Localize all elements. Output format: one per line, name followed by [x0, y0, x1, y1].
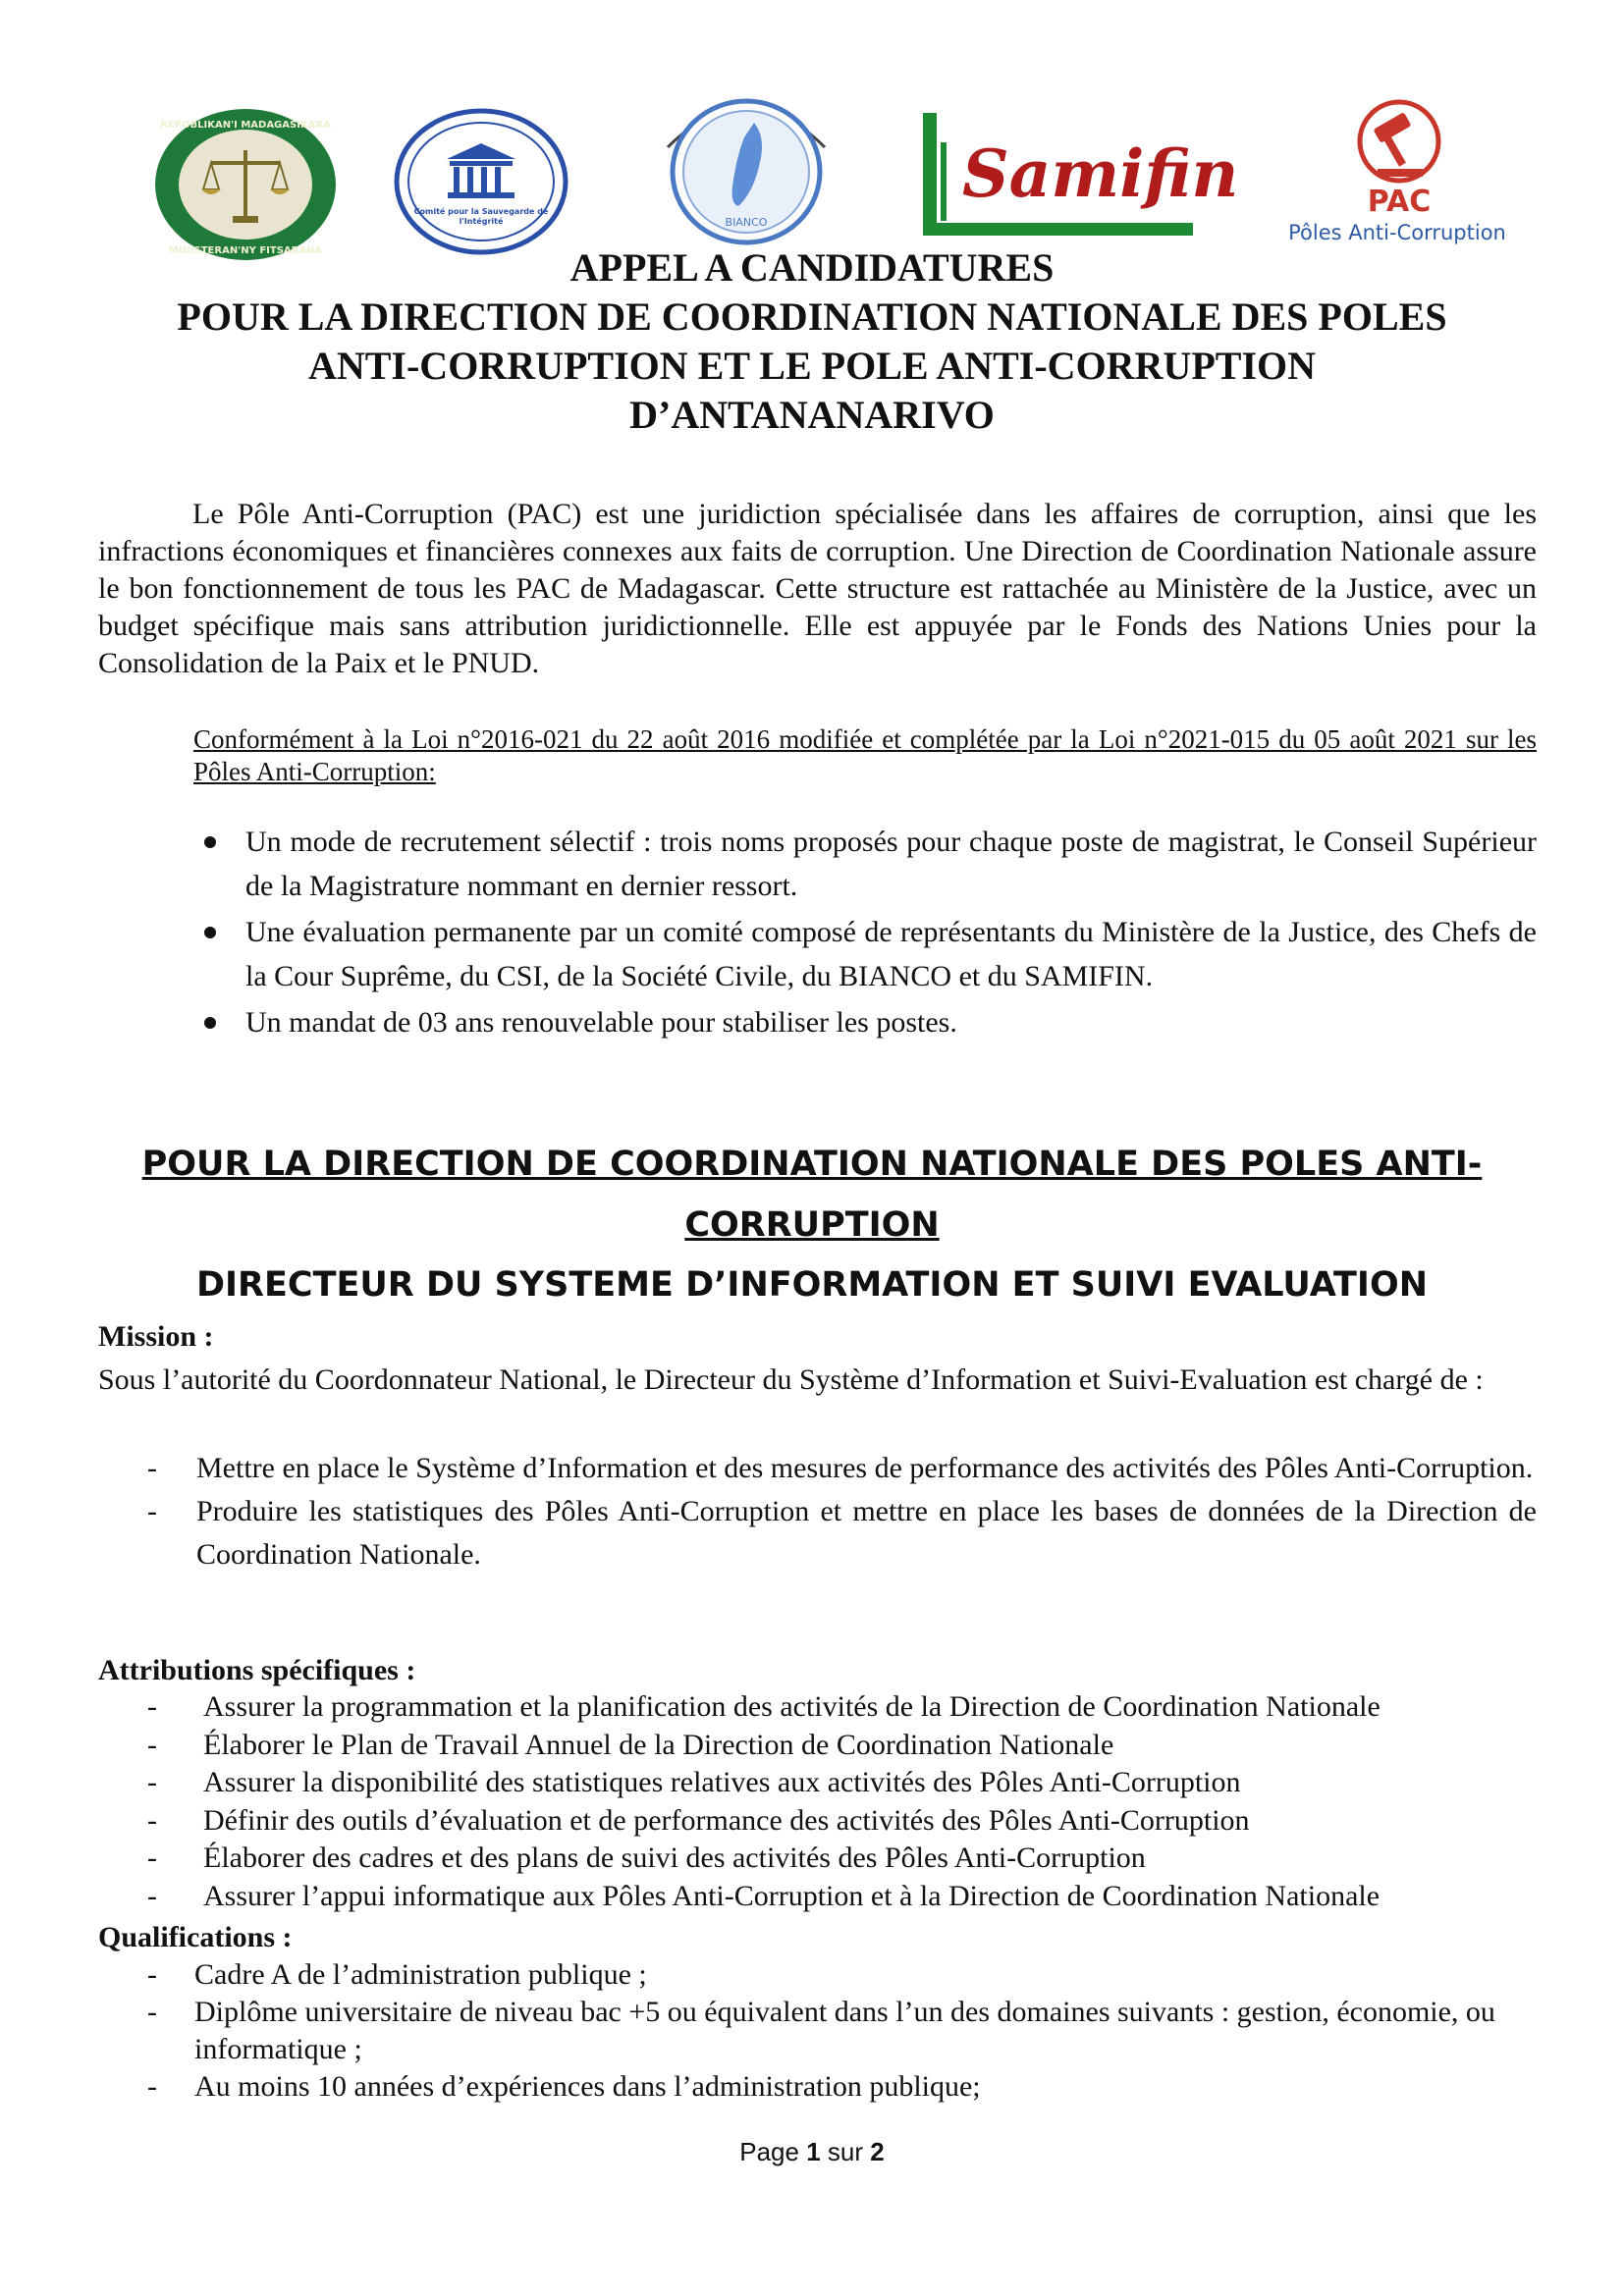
mission-heading: Mission :: [98, 1320, 214, 1353]
seal-ring-text: REPOBLIKAN'I MADAGASIKARA: [160, 120, 331, 131]
dash-icon: -: [147, 1879, 157, 1912]
svg-text:BIANCO: BIANCO: [725, 216, 768, 229]
title-line: APPEL A CANDIDATURES: [569, 245, 1055, 290]
mission-text: Sous l’autorité du Coordonnateur National, le Directeur du Système d’Information et Suivi-Evaluation est chargé de :: [98, 1363, 1484, 1396]
qualifications-list: [147, 1956, 1510, 2106]
dash-icon: -: [147, 1495, 157, 1527]
document-title: [59, 243, 1565, 440]
position-title: DIRECTEUR DU SYSTEME D’INFORMATION ET SUIVI EVALUATION: [195, 1265, 1429, 1305]
logo-bar: [0, 79, 1624, 256]
list-item: - Assurer la programmation et la planification des activités de la Direction de Coordination Nationale: [203, 1688, 1558, 1727]
dash-icon: -: [147, 1452, 157, 1484]
svg-text:PAC: PAC: [1367, 185, 1432, 219]
list-item: - Assurer la disponibilité des statistiques relatives aux activités des Pôles Anti-Corruption: [203, 1764, 1558, 1802]
list-item: Une évaluation permanente par un comité composé de représentants du Ministère de la Justice, des Chefs de la Cour Suprême, du CSI, de la Société Civile, du BIANCO et du SAMIFIN.: [245, 910, 1537, 998]
list-item: - Mettre en place le Système d’Information et des mesures de performance des activités des Pôles Anti-Corruption.: [196, 1447, 1537, 1490]
list-item: - Cadre A de l’administration publique ;: [194, 1956, 1510, 1994]
key-points-list: [245, 820, 1537, 1046]
dash-icon: -: [147, 1996, 157, 2028]
title-line: ANTI-CORRUPTION ET LE POLE ANTI-CORRUPTION: [307, 344, 1317, 388]
list-item: Un mandat de 03 ans renouvelable pour stabiliser les postes.: [245, 1000, 1537, 1044]
bullet-icon: [204, 927, 216, 938]
svg-text:MINISTERAN'NY FITSARANA: MINISTERAN'NY FITSARANA: [168, 245, 323, 256]
section-heading: POUR LA DIRECTION DE COORDINATION NATIONALE DES POLES ANTI- CORRUPTION: [141, 1145, 1483, 1245]
dash-icon: -: [147, 2070, 157, 2103]
dash-icon: -: [147, 1728, 157, 1761]
dash-icon: -: [147, 1958, 157, 1991]
list-item: - Élaborer des cadres et des plans de suivi des activités des Pôles Anti-Corruption: [203, 1840, 1558, 1878]
dash-icon: -: [147, 1803, 157, 1837]
list-item: - Produire les statistiques des Pôles Anti-Corruption et mettre en place les bases de données de la Direction de Coordination Nationale.: [196, 1490, 1537, 1576]
csi-logo: [393, 108, 569, 255]
list-item: - Assurer l’appui informatique aux Pôles Anti-Corruption et à la Direction de Coordination Nationale: [203, 1878, 1558, 1916]
attributions-heading: Attributions spécifiques :: [98, 1654, 416, 1686]
svg-text:Samifin: Samifin: [962, 135, 1239, 212]
intro-paragraph: Le Pôle Anti-Corruption (PAC) est une juridiction spécialisée dans les affaires de corruption, ainsi que les infractions économiques et financières connexes aux faits de corruption. Une Direction de Coordination Nationale assure le bon fonctionnement de tous les PAC de Madagascar. Cette structure est rattachée au Ministère de la Justice, avec un budget spécifique mais sans attribution juridictionnelle. Elle est appuyée par le Fonds des Nations Unies pour la Consolidation de la Paix et le PNUD.: [98, 498, 1537, 679]
bullet-icon: [204, 836, 216, 848]
bianco-logo: [628, 79, 864, 250]
dash-icon: -: [147, 1690, 157, 1723]
page-number: Page 1 sur 2: [739, 2137, 885, 2166]
list-item: - Diplôme universitaire de niveau bac +5 ou équivalent dans l’un des domaines suivants : gestion, économie, ou informatique ;: [147, 1996, 1495, 2065]
justice-ministry-seal: [152, 106, 339, 263]
list-item: - Définir des outils d’évaluation et de performance des activités des Pôles Anti-Corruption: [203, 1802, 1558, 1841]
title-line: POUR LA DIRECTION DE COORDINATION NATIONALE DES POLES: [177, 294, 1447, 339]
mission-list: [147, 1447, 1537, 1576]
attributions-list: [147, 1688, 1558, 1915]
list-item: Un mode de recrutement sélectif : trois noms proposés pour chaque poste de magistrat, le Conseil Supérieur de la Magistrature nommant en dernier ressort.: [245, 820, 1537, 908]
svg-text:Pôles Anti-Corruption: Pôles Anti-Corruption: [1288, 221, 1506, 244]
qualifications-heading: Qualifications :: [98, 1921, 293, 1953]
samifin-logo: [923, 113, 1239, 236]
bullet-icon: [204, 1017, 216, 1029]
svg-text:l'Intégrité: l'Intégrité: [459, 217, 504, 226]
title-line: D’ANTANANARIVO: [629, 393, 995, 437]
dash-icon: -: [147, 1766, 157, 1798]
list-item: - Élaborer le Plan de Travail Annuel de la Direction de Coordination Nationale: [203, 1727, 1558, 1765]
dash-icon: -: [147, 1842, 157, 1874]
svg-text:Comité pour la Sauvegarde de: Comité pour la Sauvegarde de: [413, 207, 549, 216]
law-reference: Conformément à la Loi n°2016-021 du 22 août 2016 modifiée et complétée par la Loi n°2021-015 du 05 août 2021 sur les Pôles Anti-Corruption:: [193, 724, 1537, 786]
list-item: - Au moins 10 années d’expériences dans l’administration publique;: [194, 2068, 1510, 2106]
pac-logo: [1272, 90, 1517, 247]
